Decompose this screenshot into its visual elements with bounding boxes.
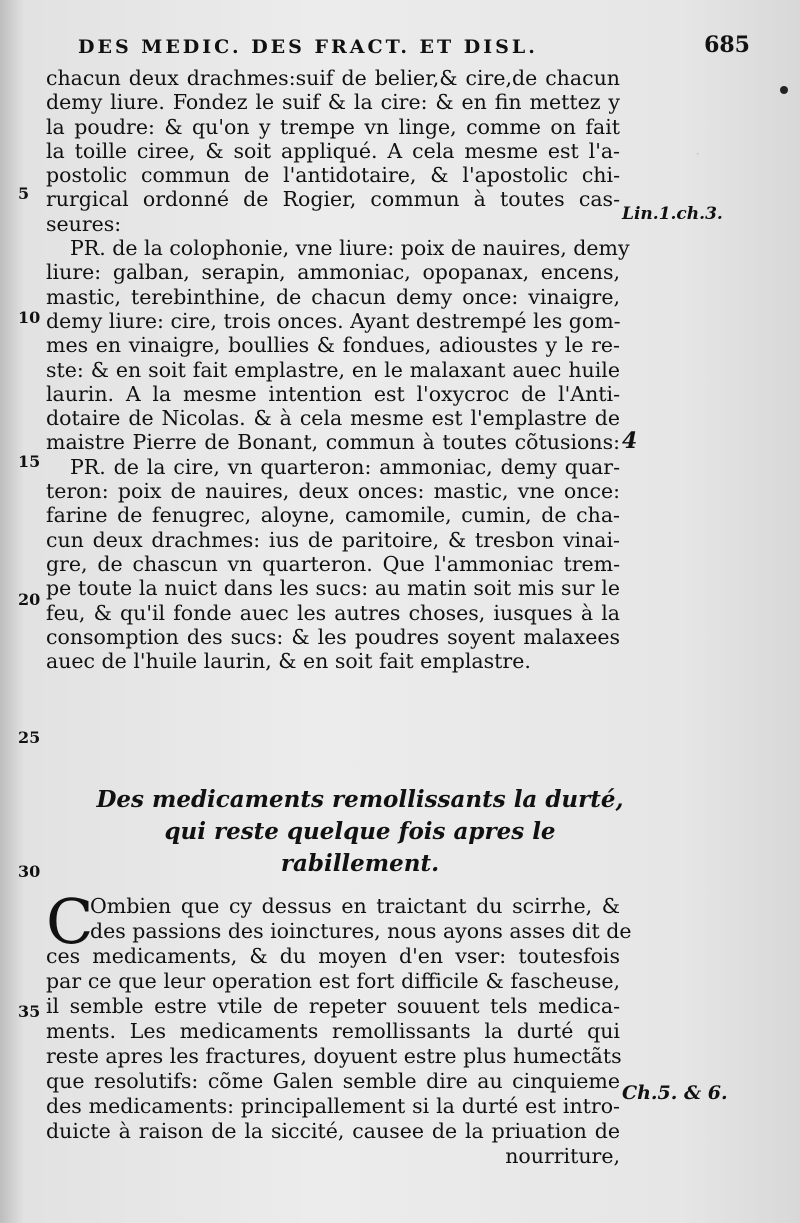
text-line: PR. de la colophonie, vne liure: poix de nauires, demy — [70, 236, 630, 261]
margin-note-four: 4 — [622, 428, 638, 454]
text-line: mastic, terebinthine, de chacun demy once: vinaigre, — [46, 284, 620, 309]
line-number: 20 — [18, 590, 41, 609]
line-number: 25 — [18, 728, 41, 747]
margin-note-lin: Lin.1.ch.3. — [622, 204, 723, 224]
text-line: auec de l'huile laurin, & en soit fait emplastre. — [46, 649, 531, 674]
text-line: PR. de la cire, vn quarteron: ammoniac, demy quar- — [70, 454, 620, 479]
text-line: pe toute la nuict dans les sucs: au matin soit mis sur le — [46, 576, 620, 601]
text-line: ces medicaments, & du moyen d'en vser: toutesfois — [46, 944, 620, 968]
ink-spot — [780, 86, 788, 94]
line-number: 5 — [18, 184, 30, 203]
section-heading — [60, 784, 660, 880]
text-line: mes en vinaigre, boullies & fondues, adioustes y le re- — [46, 333, 620, 358]
text-line: feu, & qu'il fonde auec les autres choses, iusques à la — [46, 600, 620, 625]
text-line: par ce que leur operation est fort difficile & fascheuse, — [46, 969, 620, 993]
heading-line: qui reste quelque fois apres le — [164, 818, 556, 845]
page-header — [60, 34, 750, 64]
text-line: duicte à raison de la siccité, causee de la priuation de — [46, 1119, 620, 1143]
text-line: la poudre: & qu'on y trempe vn linge, comme on fait — [46, 114, 620, 139]
text-line: consomption des sucs: & les poudres soyent malaxees — [46, 624, 620, 649]
text-line: rurgical ordonné de Rogier, commun à toutes cas- — [46, 187, 620, 212]
text-line: la toille ciree, & soit appliqué. A cela mesme est l'a- — [46, 138, 620, 163]
text-line: chacun deux drachmes:suif de belier,& cire,de chacun — [46, 66, 620, 90]
heading-line: Des medicaments remollissants la durté, — [96, 786, 624, 813]
line-number: 15 — [18, 452, 41, 471]
text-line: des passions des ioinctures, nous ayons asses dit de — [90, 919, 632, 943]
line-number: 35 — [18, 1002, 41, 1021]
text-line: liure: galban, serapin, ammoniac, opopanax, encens, — [46, 260, 620, 285]
text-line: reste apres les fractures, doyuent estre plus humectãts — [46, 1044, 622, 1068]
text-line: dotaire de Nicolas. & à cela mesme est l'emplastre de — [46, 406, 620, 431]
drop-cap: C — [46, 885, 94, 958]
text-line: farine de fenugrec, aloyne, camomile, cumin, de cha- — [46, 503, 620, 528]
text-line: laurin. A la mesme intention est l'oxycroc de l'Anti- — [46, 381, 620, 406]
text-line: gre, de chascun vn quarteron. Que l'ammoniac trem- — [46, 551, 620, 576]
text-line: cun deux drachmes: ius de paritoire, & tresbon vinai- — [46, 527, 620, 552]
text-line: postolic commun de l'antidotaire, & l'apostolic chi- — [46, 163, 620, 188]
line-number: 30 — [18, 862, 41, 881]
heading-line: rabillement. — [280, 850, 440, 877]
text-block-1 — [46, 66, 630, 674]
line-number: 10 — [18, 308, 41, 327]
text-line: que resolutifs: cõme Galen semble dire au cinquieme — [46, 1069, 620, 1093]
text-line: seures: — [46, 211, 122, 236]
catchword: nourriture, — [505, 1144, 620, 1168]
text-line: il semble estre vtile de repeter souuent tels medica- — [46, 994, 620, 1018]
text-line: demy liure. Fondez le suif & la cire: & en fin mettez y — [46, 90, 620, 115]
folio-number: 685 — [704, 32, 750, 58]
bleed-through: . — [695, 140, 701, 160]
text-line: maistre Pierre de Bonant, commun à toutes cõtusions: — [46, 430, 620, 455]
text-line: ste: & en soit fait emplastre, en le malaxant auec huile — [46, 357, 620, 382]
text-block-2 — [46, 885, 632, 1169]
text-line: des medicaments: principallement si la durté est intro- — [46, 1094, 620, 1118]
running-head: DES MEDIC. DES FRACT. ET DISL. — [78, 36, 538, 58]
text-line: demy liure: cire, trois onces. Ayant destrempé les gom- — [46, 308, 621, 333]
text-line: teron: poix de nauires, deux onces: mastic, vne once: — [46, 479, 620, 504]
text-line: ments. Les medicaments remollissants la durté qui — [46, 1019, 620, 1043]
margin-note-ch: Ch.5. & 6. — [622, 1082, 728, 1104]
text-line: Ombien que cy dessus en traictant du scirrhe, & — [90, 894, 620, 918]
